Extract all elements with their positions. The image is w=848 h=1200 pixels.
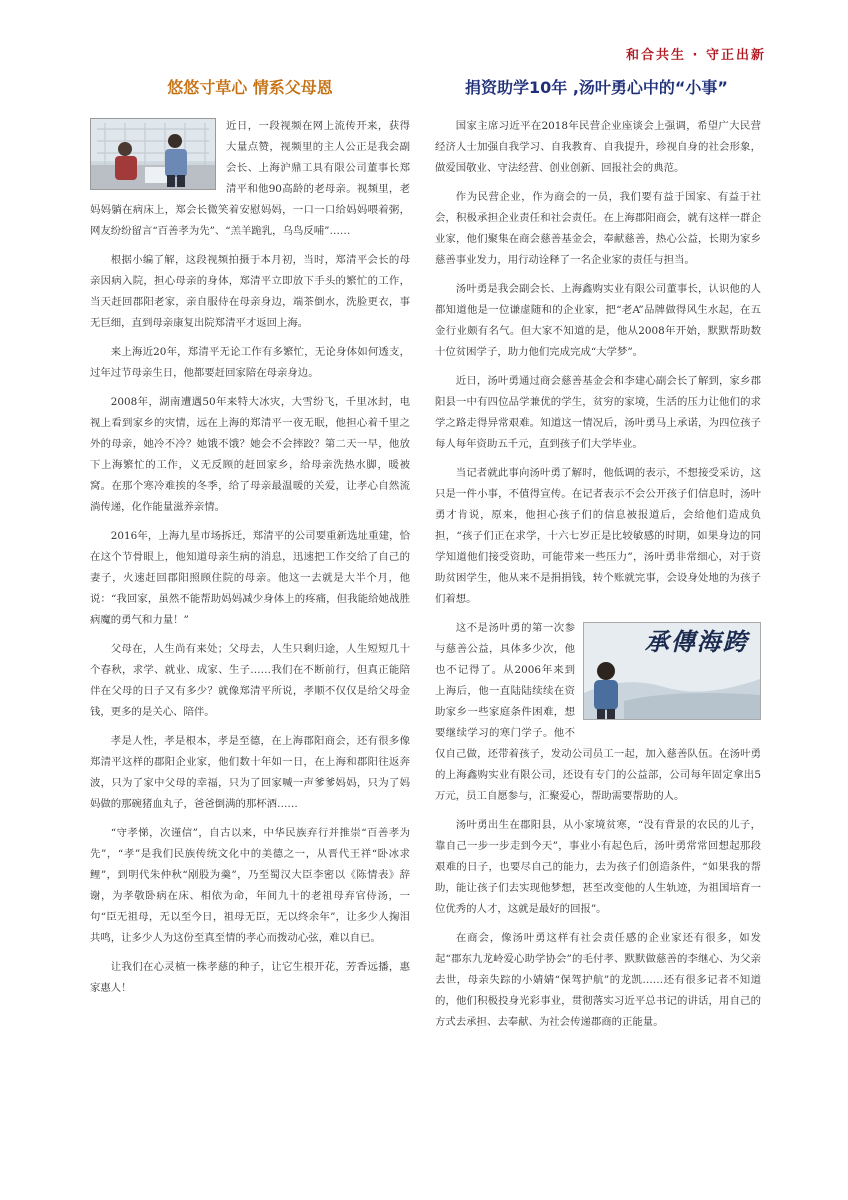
left-paragraph-6: 父母在，人生尚有来处；父母去，人生只剩归途，人生短短几十个春秋，求学、就业、成家、生子……我们在不断前行，但真正能陪伴在父母的日子又有多少？就像郑清平所说，孝顺不仅仅是给父母金钱，更多的是关心、陪伴。 <box>90 643 410 718</box>
right-paragraph-2: 作为民营企业，作为商会的一员，我们要有益于国家、有益于社会，积极承担企业责任和社会责任。在上海郡阳商会，就有这样一群企业家，他们聚集在商会慈善基金会，奉献慈善，热心公益，长期为家乡慈善事业发力，用行动诠释了一名企业家的责任与担当。 <box>435 191 761 266</box>
left-paragraph-3: 来上海近20年，郑清平无论工作有多繁忙，无论身体如何透支，过年过节母亲生日，他都要赶回家陪在母亲身边。 <box>90 346 410 379</box>
left-paragraph-4: 2008年，湖南遭遇50年来特大冰灾，大雪纷飞，千里冰封，电视上看到家乡的灾情，远在上海的郑清平一夜无眠，他担心着千里之外的母亲，她冷不冷？她饿不饿？她会不会摔跤？第二天一早，他放下上海繁忙的工作，义无反顾的赶回家乡，给母亲洗热水脚，暖被窝。在那个寒冷难挨的冬季，给了母亲最温暖的关爱，让孝心自然流淌传递，化作能量滋养亲情。 <box>90 396 410 513</box>
right-article-title: 捐资助学10年 ,汤叶勇心中的“小事” <box>465 78 728 97</box>
left-paragraph-1: 近日，一段视频在网上流传开来，获得大量点赞，视频里的主人公正是我会副会长、上海沪鼎工具有限公司董事长郑清平和他90高龄的老母亲。视频里，老妈妈躺在病床上，郑会长微笑着安慰妈妈，一口一口给妈妈喂着粥，网友纷纷留言“百善孝为先”、“羔羊跪乳，乌鸟反哺”…… <box>90 120 410 237</box>
mother-son-photo <box>90 118 216 190</box>
right-paragraph-1: 国家主席习近平在2018年民营企业座谈会上强调，希望广大民营经济人士加强自我学习、自我教育、自我提升，珍视自身的社会形象，做爱国敬业、守法经营、创业创新、回报社会的典范。 <box>435 120 761 174</box>
right-paragraph-4: 近日，汤叶勇通过商会慈善基金会和李建心副会长了解到，家乡郡阳县一中有四位品学兼优的学生，贫穷的家境，生活的压力让他们的求学之路走得异常艰难。知道这一情况后，汤叶勇马上承诺，为四位孩子每人每年资助五千元，直到孩子们大学毕业。 <box>435 375 761 450</box>
right-paragraph-5: 当记者就此事向汤叶勇了解时，他低调的表示，不想接受采访，这只是一件小事，不值得宣传。在记者表示不会公开孩子们信息时，汤叶勇才肯说，原来，他担心孩子们的信息被报道后，会给他们造成负担，“孩子们正在求学，十六七岁正是比较敏感的时期，如果身边的同学知道他们接受资助，可能带来一些压力”，汤叶勇非常细心，对于资助贫困学生，他从来不是捐捐钱，转个账就完事，会设身处地的为孩子们着想。 <box>435 467 761 605</box>
calligraphy-photo <box>583 622 761 720</box>
left-paragraph-9: 让我们在心灵植一株孝慈的种子，让它生根开花，芳香远播，惠家惠人！ <box>90 961 410 994</box>
right-paragraph-6: 承傳海跨 这不是汤叶勇的第一次参与慈善公益，具体多少次，他也不记得了。从2006年来到上海后，他一直陆陆续续在资助家乡一些家庭条件困难，想要继续学习的寒门学子。他不仅自己做，还带着孩子，发动公司员工一起，加入慈善队伍。在汤叶勇的上海鑫购实业有限公司，还设有专门的公益部，公司每年固定拿出5万元，员工自愿参与，汇聚爱心，帮助需要帮助的人。 <box>435 622 761 802</box>
header-slogan: 和合共生 · 守正出新 <box>626 48 766 63</box>
left-paragraph-8: “守孝悌，次谨信”，自古以来，中华民族弃行并推崇“百善孝为先”，“孝”是我们民族传统文化中的美德之一，从晋代王祥“卧冰求鲤”，到明代朱仲秋“剐股为羹”，乃至蜀汉大臣李密以《陈情表》辞谢，为孝敬卧病在床、相依为命，年间九十的老祖母弃官侍汤，一句“臣无祖母，无以至今日，祖母无臣，无以终余年”，让多少人掬泪共鸣，让多少人为这份至真至情的孝心而拨动心弦，难以自已。 <box>90 827 410 944</box>
right-paragraph-3: 汤叶勇是我会副会长、上海鑫购实业有限公司董事长，认识他的人都知道他是一位谦虚随和的企业家，把“老A”品牌做得风生水起，在五金行业颇有名气。但大家不知道的是，他从2008年开始，默默帮助数十位贫困学子，助力他们完成完成“大学梦”。 <box>435 283 761 358</box>
left-paragraph-2: 根据小编了解，这段视频拍摄于本月初，当时，郑清平会长的母亲因病入院，担心母亲的身体，郑清平立即放下手头的繁忙的工作，当天赶回郡阳老家，亲自服侍在母亲身边，端茶倒水，洗脸更衣，事无巨细，直到母亲康复出院郑清平才返回上海。 <box>90 254 410 329</box>
right-paragraph-7: 汤叶勇出生在郡阳县，从小家境贫寒，“没有背景的农民的儿子，靠自己一步一步走到今天”，事业小有起色后，汤叶勇常常回想起那段艰难的日子，也要尽自己的能力，去为孩子们创造条件，“如果我的帮助，能让孩子们去实现他梦想，甚至改变他的人生轨迹，为祖国培育一位优秀的人才，这就是最好的回报”。 <box>435 819 761 915</box>
right-paragraph-8: 在商会，像汤叶勇这样有社会责任感的企业家还有很多，如发起“郡东九龙岭爱心助学协会”的毛付孝、默默做慈善的李继心、为父亲去世，母亲失踪的小婧婧“保驾护航”的龙凯……还有很多记者不知道的，他们积极投身光彩事业，贯彻落实习近平总书记的讲话，用自己的方式去承担、去奉献、为社会传递郡商的正能量。 <box>435 932 761 1028</box>
left-paragraph-7: 孝是人性，孝是根本，孝是至德，在上海郡阳商会，还有很多像郑清平这样的郡阳企业家，他们数十年如一日，在上海和郡阳往返奔波，只为了家中父母的幸福，只为了回家喊一声爹爹妈妈，只为了妈妈做的那碗猪血丸子，爸爸倒满的那杯酒…… <box>90 735 410 810</box>
left-article <box>90 76 410 1007</box>
right-article <box>435 76 761 1041</box>
calligraphy-text: 承傳海跨 <box>644 627 749 656</box>
left-paragraph-5: 2016年，上海九星市场拆迁，郑清平的公司要重新选址重建，恰在这个节骨眼上，他知道母亲生病的消息，迅速把工作交给了自己的妻子，火速赶回郡阳照顾住院的母亲。他这一去就是大半个月，他说：“我回家，虽然不能帮助妈妈减少身体上的疼痛，但我能给她战胜病魔的勇气和力量！” <box>90 530 410 626</box>
left-article-title: 悠悠寸草心 情系父母恩 <box>167 78 333 97</box>
